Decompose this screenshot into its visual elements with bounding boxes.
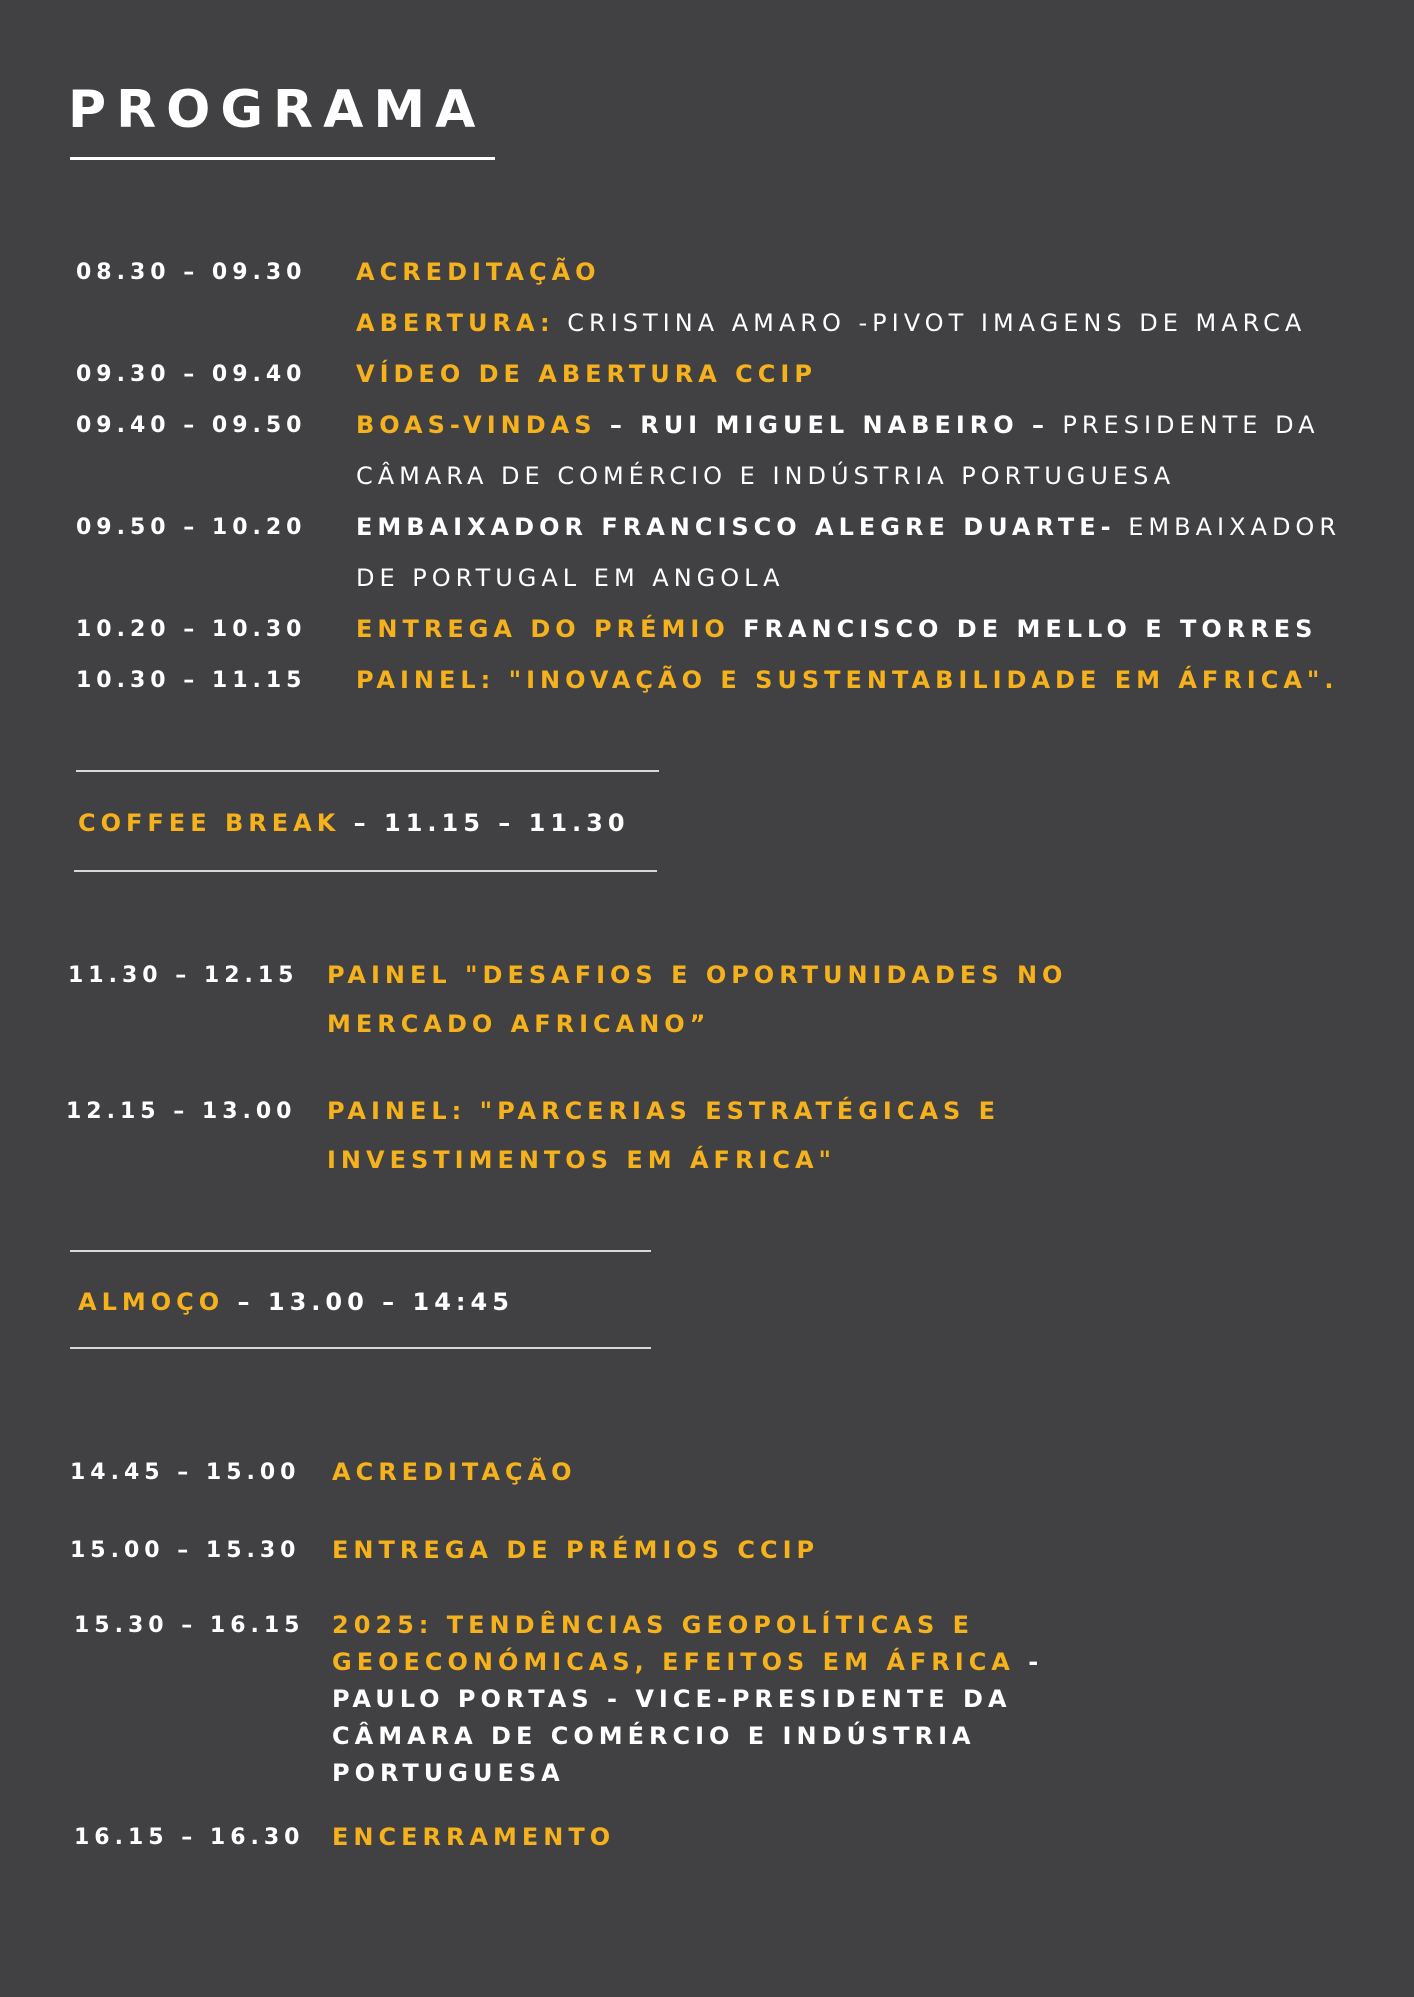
- time-label: 09.30 – 09.40: [76, 362, 307, 387]
- agenda-title: BOAS-VINDAS: [356, 411, 597, 439]
- agenda-title: ACREDITAÇÃO: [332, 1458, 577, 1486]
- agenda-detail: DE PORTUGAL EM ANGOLA: [356, 564, 785, 592]
- divider: [70, 1250, 651, 1252]
- time-label: 12.15 – 13.00: [66, 1099, 297, 1124]
- speaker-name: – RUI MIGUEL NABEIRO –: [596, 411, 1063, 439]
- speaker-title: CÂMARA DE COMÉRCIO E INDÚSTRIA: [332, 1722, 976, 1750]
- agenda-title: PAINEL "DESAFIOS E OPORTUNIDADES NO: [327, 961, 1068, 989]
- agenda-title: ENTREGA DO PRÉMIO: [356, 615, 730, 643]
- title-underline: [70, 157, 495, 160]
- time-label: 09.40 – 09.50: [76, 413, 307, 438]
- agenda-detail: PRESIDENTE DA: [1062, 411, 1320, 439]
- agenda-title: GEOECONÓMICAS, EFEITOS EM ÁFRICA: [332, 1648, 1015, 1676]
- speaker-name: EMBAIXADOR FRANCISCO ALEGRE DUARTE-: [356, 513, 1116, 541]
- time-label: 08.30 – 09.30: [76, 260, 307, 285]
- agenda-detail: CÂMARA DE COMÉRCIO E INDÚSTRIA PORTUGUESA: [356, 462, 1176, 490]
- time-label: 15.30 – 16.15: [74, 1613, 305, 1638]
- speaker-name: PAULO PORTAS - VICE-PRESIDENTE DA: [332, 1685, 1012, 1713]
- agenda-detail: CRISTINA AMARO -PIVOT IMAGENS DE MARCA: [554, 309, 1307, 337]
- speaker-title: PORTUGUESA: [332, 1759, 565, 1787]
- agenda-title: MERCADO AFRICANO”: [327, 1010, 711, 1038]
- agenda-title: VÍDEO DE ABERTURA CCIP: [356, 360, 817, 388]
- time-label: 14.45 – 15.00: [70, 1460, 301, 1485]
- divider: [74, 870, 657, 872]
- agenda-title: PAINEL: "PARCERIAS ESTRATÉGICAS E: [327, 1097, 1001, 1125]
- divider: [70, 1347, 651, 1349]
- agenda-title: INVESTIMENTOS EM ÁFRICA": [327, 1146, 837, 1174]
- time-label: 11.30 – 12.15: [68, 963, 299, 988]
- agenda-title: ENTREGA DE PRÉMIOS CCIP: [332, 1536, 820, 1564]
- coffee-break-label: COFFEE BREAK – 11.15 – 11.30: [78, 809, 630, 837]
- agenda-title: ACREDITAÇÃO: [356, 258, 601, 286]
- speaker-name: FRANCISCO DE MELLO E TORRES: [729, 615, 1318, 643]
- agenda-title: PAINEL: "INOVAÇÃO E SUSTENTABILIDADE EM ÁFRICA".: [356, 666, 1339, 694]
- page-title: PROGRAMA: [68, 80, 486, 140]
- agenda-detail: EMBAIXADOR: [1115, 513, 1341, 541]
- agenda-title: ABERTURA:: [356, 309, 555, 337]
- time-label: 15.00 – 15.30: [70, 1538, 301, 1563]
- time-label: 10.20 – 10.30: [76, 617, 307, 642]
- time-label: 16.15 – 16.30: [74, 1825, 305, 1850]
- time-label: 09.50 – 10.20: [76, 515, 307, 540]
- agenda-title: 2025: TENDÊNCIAS GEOPOLÍTICAS E: [332, 1611, 974, 1639]
- agenda-title: ENCERRAMENTO: [332, 1823, 616, 1851]
- divider: [76, 770, 659, 772]
- time-label: 10.30 – 11.15: [76, 668, 307, 693]
- lunch-label: ALMOÇO – 13.00 – 14:45: [78, 1288, 514, 1316]
